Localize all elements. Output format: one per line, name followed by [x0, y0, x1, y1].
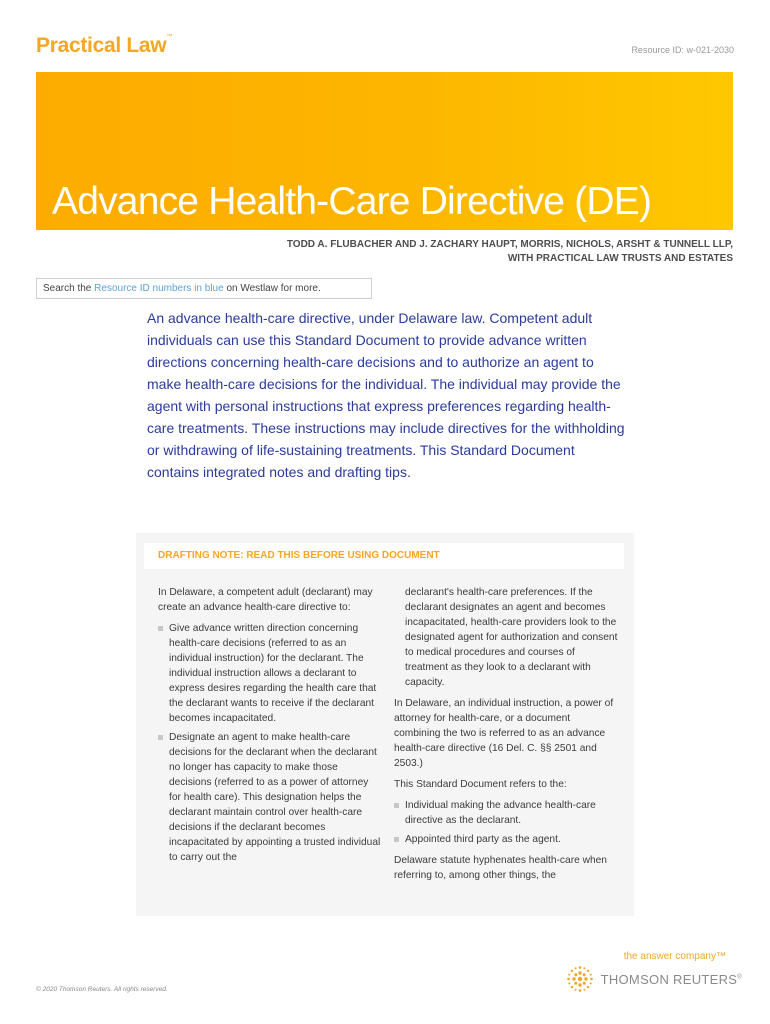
col2-continuation: declarant's health-care preferences. If the declarant designates an agent and becomes incapacitated, health-care providers look to the designated agent for authorization and consent to medical procedures and courses of treatment as they look to a declarant with capacity. — [405, 587, 618, 688]
bullet-square-icon — [394, 837, 399, 842]
drafting-note-panel — [136, 533, 634, 916]
resource-id: Resource ID: w-021-2030 — [631, 45, 734, 55]
drafting-note-heading: DRAFTING NOTE: READ THIS BEFORE USING DOCUMENT — [144, 543, 624, 569]
list-item: Appointed third party as the agent. — [394, 832, 619, 847]
col2-paragraph-2: This Standard Document refers to the: — [394, 779, 567, 790]
col2-paragraph-1: In Delaware, an individual instruction, a power of attorney for health-care, or a document combining the two is referred to as an advance health-care directive (16 Del. C. §§ 2501 and 2503.) — [394, 698, 614, 769]
list-item: Designate an agent to make health-care decisions for the declarant when the declarant no longer has capacity to make those decisions (referred to as a power of attorney for health care). This designation helps the declarant maintain control over health-care decisions if the declarant becomes incapacitated by appointing a trusted individual to carry out the — [158, 730, 383, 865]
thomson-reuters-logo — [565, 964, 742, 994]
search-hint-box — [36, 278, 372, 299]
practical-law-logo: Practical Law™ — [36, 34, 173, 57]
tagline: the answer company™ — [623, 951, 726, 962]
col1-bullet-list — [158, 621, 383, 865]
search-hint-after: on Westlaw for more. — [223, 283, 321, 294]
authors — [287, 238, 733, 266]
authors-line-2: WITH PRACTICAL LAW TRUSTS AND ESTATES — [507, 253, 733, 264]
copyright: © 2020 Thomson Reuters. All rights reserved. — [36, 986, 168, 993]
authors-line-1: TODD A. FLUBACHER AND J. ZACHARY HAUPT, MORRIS, NICHOLS, ARSHT & TUNNELL LLP, — [286, 239, 733, 250]
list-item: Give advance written direction concerning health-care decisions (referred to as an individual instruction) for the declarant. The individual instruction allows a declarant to express desires regarding the health care that the declarant wants to receive if the declarant becomes incapacitated. — [158, 621, 383, 726]
bullet-square-icon — [158, 735, 163, 740]
bullet-square-icon — [394, 803, 399, 808]
title-banner — [36, 72, 733, 230]
list-item: Individual making the advance health-care directive as the declarant. — [394, 798, 619, 828]
resource-id-link[interactable]: Resource ID numbers in blue — [94, 283, 224, 294]
thomson-reuters-wordmark: THOMSON REUTERS® — [600, 971, 742, 987]
col2-bullet-list — [394, 798, 619, 847]
document-title: Advance Health-Care Directive (DE) — [52, 180, 652, 223]
drafting-note-column-2 — [394, 585, 619, 889]
col2-paragraph-3: Delaware statute hyphenates health-care when referring to, among other things, the — [394, 855, 607, 881]
search-hint-before: Search the — [43, 283, 95, 294]
abstract: An advance health-care directive, under Delaware law. Competent adult individuals can use this Standard Document to provide advance written directions concerning health-care decisions and to authorize an agent to make health-care decisions for the individual. The individual may provide the agent with personal instructions that express preferences regarding health-care treatments. These instructions may include directives for the withholding or withdrawing of life-sustaining treatments. This Standard Document contains integrated notes and drafting tips. — [147, 310, 625, 480]
bullet-square-icon — [158, 626, 163, 631]
thomson-reuters-mark-icon — [565, 964, 595, 994]
col1-intro: In Delaware, a competent adult (declarant) may create an advance health-care directive to: — [158, 587, 373, 613]
drafting-note-column-1 — [158, 585, 383, 871]
